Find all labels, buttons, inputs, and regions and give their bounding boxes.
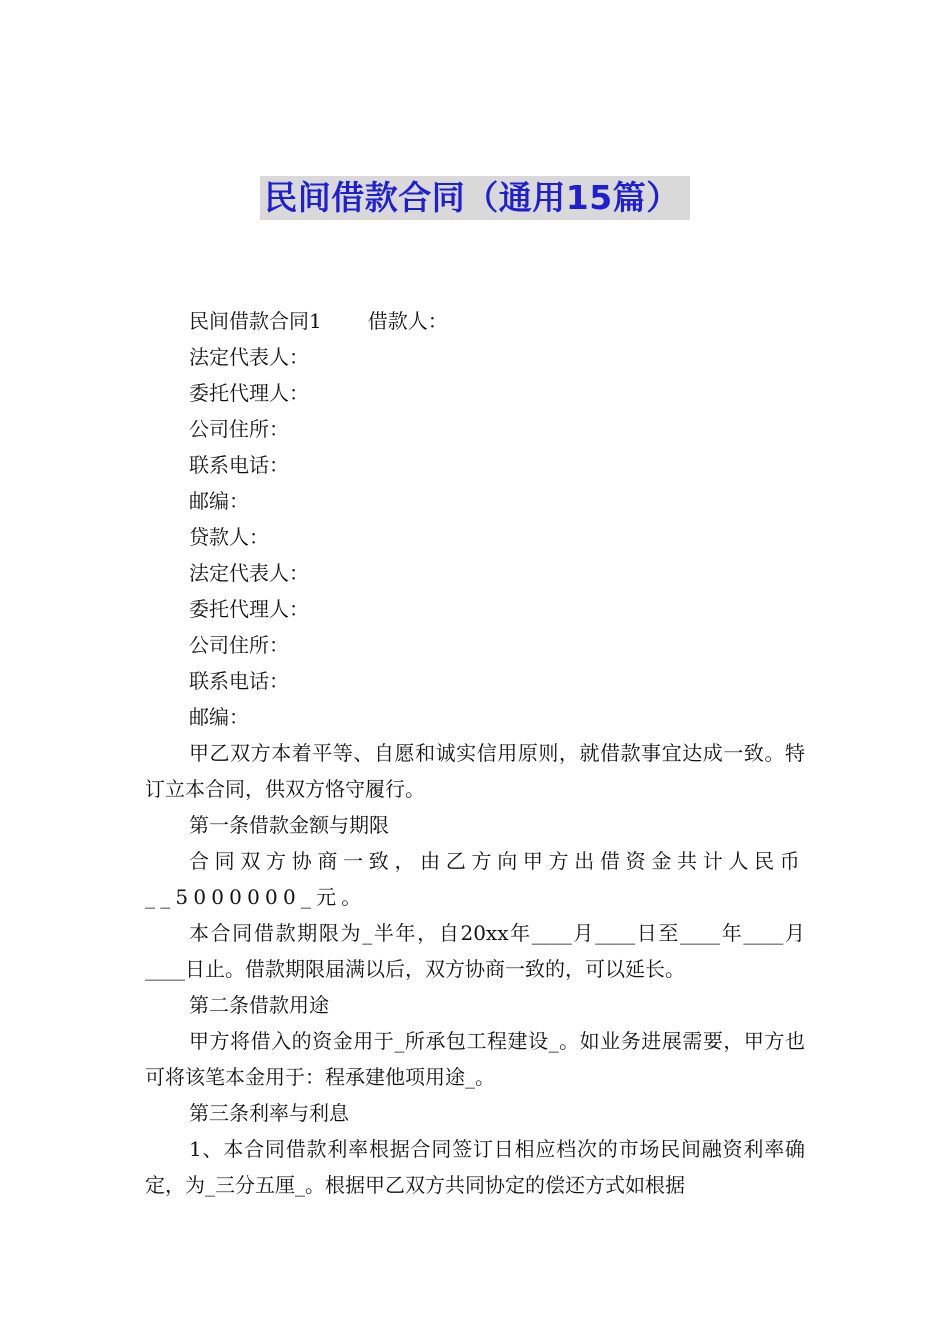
- lender-address: 公司住所：: [189, 633, 289, 657]
- article-1-heading: 第一条借款金额与期限: [189, 813, 389, 837]
- title-wrap: [0, 176, 950, 220]
- lender-label: 贷款人：: [189, 525, 269, 549]
- paragraph-loan-purpose: 甲方将借入的资金用于_所承包工程建设_。如业务进展需要，甲方也可将该笔本金用于：程承建他项用途_。: [145, 1029, 805, 1089]
- article-2-heading: 第二条借款用途: [189, 993, 329, 1017]
- borrower-label: 借款人：: [367, 309, 448, 333]
- contract-heading-line: [145, 303, 805, 339]
- paragraph-interest-rate: 1、本合同借款利率根据合同签订日相应档次的市场民间融资利率确定，为_三分五厘_。根据甲乙双方共同协定的偿还方式如根据: [145, 1137, 805, 1197]
- borrower-postcode: 邮编：: [189, 489, 249, 513]
- paragraph-loan-term: 本合同借款期限为_半年，自20xx年____月____日至____年____月____日止。借款期限届满以后，双方协商一致的，可以延长。: [145, 921, 805, 981]
- document-body: [145, 303, 805, 1203]
- paragraph-preamble: 甲乙双方本着平等、自愿和诚实信用原则，就借款事宜达成一致。特订立本合同，供双方恪守履行。: [145, 741, 805, 801]
- lender-postcode: 邮编：: [189, 705, 249, 729]
- paragraph-loan-amount: 合同双方协商一致，由乙方向甲方出借资金共计人民币__5000000_元。: [145, 849, 805, 909]
- borrower-address: 公司住所：: [189, 417, 289, 441]
- article-3-heading: 第三条利率与利息: [189, 1101, 349, 1125]
- contract-heading: 民间借款合同1: [189, 309, 322, 333]
- lender-agent: 委托代理人：: [189, 597, 309, 621]
- lender-legal-rep: 法定代表人：: [189, 561, 309, 585]
- document-title: 民间借款合同（通用15篇）: [260, 176, 689, 220]
- borrower-phone: 联系电话：: [189, 453, 289, 477]
- borrower-legal-rep: 法定代表人：: [189, 345, 309, 369]
- lender-phone: 联系电话：: [189, 669, 289, 693]
- borrower-agent: 委托代理人：: [189, 381, 309, 405]
